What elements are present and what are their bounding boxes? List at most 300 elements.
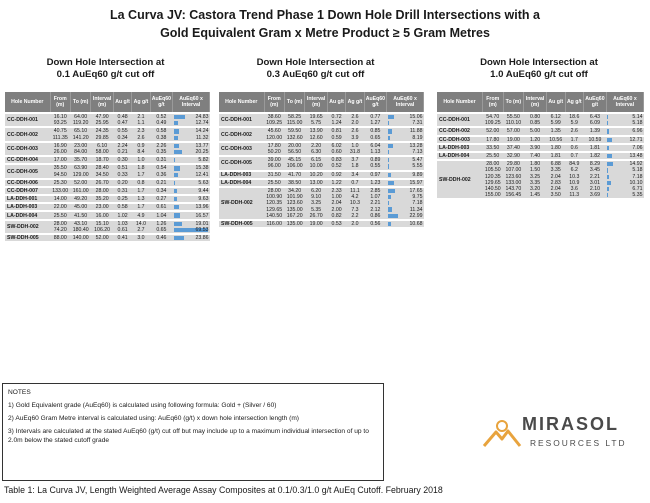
hole-number: LA-DDH-003 xyxy=(219,172,264,178)
gram-metre-value: 7.18 xyxy=(632,173,643,180)
gram-metre-bar xyxy=(388,164,389,168)
table-cell: 1.7 xyxy=(132,204,150,210)
panel-heading-1-0 xyxy=(432,57,646,81)
table-cell: 140.50 xyxy=(264,213,284,219)
gram-metre-value: 17.65 xyxy=(409,187,423,194)
column-header: Au g/t xyxy=(327,92,345,112)
hole-number: CC-DDH-001 xyxy=(5,114,50,126)
table-cell: 6.02 xyxy=(327,143,345,149)
table-cell: 1.7 xyxy=(132,188,150,194)
table-cell: 0.72 xyxy=(327,114,345,120)
table-cell: 3.45 xyxy=(584,167,607,173)
table-cell: 25.50 xyxy=(50,212,70,218)
table-cell: 10.20 xyxy=(305,172,327,178)
table-cell: 123.60 xyxy=(284,200,304,206)
table-cell: 100.90 xyxy=(264,194,284,200)
hole-number: CC-DDH-005 xyxy=(219,157,264,169)
table-cell: 29.85 xyxy=(91,135,113,141)
gram-metre-cell xyxy=(173,235,210,241)
column-header: AuEq60 x Interval xyxy=(387,92,424,112)
table-cell: 0.25 xyxy=(113,196,131,202)
table-cell: 43.10 xyxy=(70,221,90,227)
table-cell: 0.53 xyxy=(327,221,345,227)
gram-metre-value: 24.83 xyxy=(195,114,209,121)
table-cell: 52.00 xyxy=(482,128,503,134)
table-cell: 0.56 xyxy=(364,221,386,227)
table-row xyxy=(219,180,424,186)
table-cell: 14.00 xyxy=(50,196,70,202)
table-cell: 1.35 xyxy=(546,128,565,134)
hole-number: CC-DDH-003 xyxy=(5,143,50,155)
table-cell: 0.60 xyxy=(327,149,345,155)
table-cell: 180.40 xyxy=(70,227,90,233)
table-cell: 38.60 xyxy=(264,114,284,120)
table-cell: 106.20 xyxy=(91,227,113,233)
table-cell: 0.46 xyxy=(150,235,172,241)
table-cell: 4.2 xyxy=(346,194,364,200)
gram-metre-value: 5.14 xyxy=(632,114,643,121)
table-cell: 0.58 xyxy=(113,204,131,210)
gram-metre-value: 5.18 xyxy=(632,120,643,127)
table-cell: 41.50 xyxy=(70,212,90,218)
table-cell: 1.23 xyxy=(364,180,386,186)
table-cell: 1.0 xyxy=(346,143,364,149)
table-cell: 63.90 xyxy=(70,165,90,171)
table-cell: 0.55 xyxy=(364,163,386,169)
hole-number: CC-DDH-003 xyxy=(219,143,264,155)
table-cutoff-0-1 xyxy=(5,92,210,241)
gram-metre-bar xyxy=(174,213,181,217)
table-cell: 26.70 xyxy=(305,213,327,219)
table-cell: 0.65 xyxy=(364,135,386,141)
table-cell: 0.21 xyxy=(113,149,131,155)
table-cell: 17.00 xyxy=(50,157,70,163)
column-header: Interval (m) xyxy=(524,92,547,112)
gram-metre-bar xyxy=(607,115,608,119)
gram-metre-bar xyxy=(388,136,390,140)
table-cell: 129.00 xyxy=(70,172,90,178)
table-cell: 18.70 xyxy=(91,157,113,163)
table-cell: 140.50 xyxy=(482,186,503,192)
hole-number: LA-DDH-004 xyxy=(437,153,482,159)
table-cell: 0.38 xyxy=(150,135,172,141)
table-cell: 1.81 xyxy=(584,145,607,151)
gram-metre-cell xyxy=(173,135,210,141)
table-cell: 58.00 xyxy=(91,149,113,155)
table-cell: 2.3 xyxy=(132,128,150,134)
table-cell: 5.9 xyxy=(565,120,584,126)
table-cell: 6.20 xyxy=(305,188,327,194)
gram-metre-value: 6.71 xyxy=(632,185,643,192)
gram-metre-bar xyxy=(174,136,178,140)
table-cell: 1.8 xyxy=(132,165,150,171)
table-cell: 10.00 xyxy=(305,163,327,169)
table-cell: 17.80 xyxy=(482,137,503,143)
table-cell: 2.6 xyxy=(346,128,364,134)
gram-metre-bar xyxy=(388,222,392,226)
table-cell: 64.00 xyxy=(70,114,90,120)
gram-metre-bar xyxy=(388,189,395,193)
table-cell: 45.00 xyxy=(70,204,90,210)
table-cell: 5.75 xyxy=(305,120,327,126)
gram-metre-bar xyxy=(388,121,390,125)
table-cell: 2.12 xyxy=(364,206,386,212)
gram-metre-cell xyxy=(173,149,210,155)
gram-metre-value: 12.41 xyxy=(195,171,209,178)
table-cell: 57.00 xyxy=(503,128,524,134)
table-cell: 1.39 xyxy=(584,128,607,134)
table-cell: 16.00 xyxy=(91,212,113,218)
hole-number: CC-DDH-002 xyxy=(437,128,482,134)
note-2: 2) AuEq60 Gram Metre interval is calculated using: AuEq60 (g/t) x down hole intersection length (m) xyxy=(8,415,300,422)
table-cell: 28.00 xyxy=(264,188,284,194)
gram-metre-bar xyxy=(607,154,612,158)
gram-metre-cell xyxy=(606,192,643,198)
table-cell: 0.81 xyxy=(327,128,345,134)
column-header: Interval (m) xyxy=(305,92,327,112)
table-cell: 7.3 xyxy=(346,206,364,212)
gram-metre-bar xyxy=(174,150,183,154)
table-cell: 155.00 xyxy=(482,192,503,198)
gram-metre-value: 12.74 xyxy=(195,120,209,127)
table-cell: 2.04 xyxy=(546,174,565,180)
table-cell: 0.31 xyxy=(150,157,172,163)
hole-number: CC-DDH-001 xyxy=(219,114,264,126)
table-cell: 25.95 xyxy=(91,120,113,126)
table-cell: 3.20 xyxy=(524,186,547,192)
gram-metre-cell xyxy=(173,196,210,202)
table-cell: 6.30 xyxy=(305,149,327,155)
table-cell: 0.6 xyxy=(565,145,584,151)
table-cell: 28.00 xyxy=(50,221,70,227)
gram-metre-value: 23.86 xyxy=(195,235,209,242)
gram-metre-bar xyxy=(607,138,612,142)
table-cell: 0.61 xyxy=(150,204,172,210)
panel-heading-0-3 xyxy=(218,57,413,81)
table-cell: 3.4 xyxy=(346,172,364,178)
gram-metre-value: 15.97 xyxy=(409,179,423,186)
table-cell: 16.10 xyxy=(50,114,70,120)
table-cell: 2.83 xyxy=(546,180,565,186)
gram-metre-cell xyxy=(606,153,643,159)
gram-metre-value: 9.63 xyxy=(198,196,209,203)
table-cell: 0.27 xyxy=(150,196,172,202)
gram-metre-bar xyxy=(174,115,185,119)
table-cell: 161.00 xyxy=(70,188,90,194)
hole-number: CC-DDH-002 xyxy=(219,128,264,140)
table-cell: 1.04 xyxy=(150,212,172,218)
table-cell: 28.40 xyxy=(91,165,113,171)
column-header: AuEq60 g/t xyxy=(150,92,172,112)
table-cell: 29.80 xyxy=(503,161,524,167)
title-line-1: La Curva JV: Castora Trend Phase 1 Down Hole Drill Intersections with a xyxy=(110,8,540,22)
table-cell: 0.52 xyxy=(150,114,172,120)
logo-sub: RESOURCES LTD xyxy=(530,438,627,448)
table-cell: 45.15 xyxy=(284,157,304,163)
gram-metre-cell xyxy=(387,135,424,141)
table-cell: 12.60 xyxy=(305,135,327,141)
gram-metre-cell xyxy=(387,172,424,178)
gram-metre-cell xyxy=(173,120,210,126)
hole-number: SW-DDH-002 xyxy=(5,221,50,233)
table-cell: 6.2 xyxy=(565,167,584,173)
gram-metre-bar xyxy=(607,175,609,179)
gram-metre-bar xyxy=(174,166,180,170)
table-cell: 0.89 xyxy=(364,157,386,163)
gram-metre-bar xyxy=(607,146,609,150)
table-cell: 84.00 xyxy=(70,149,90,155)
gram-metre-value: 69.53 xyxy=(195,226,209,233)
table-cell: 1.81 xyxy=(546,153,565,159)
gram-metre-cell xyxy=(387,120,424,126)
table-cell: 0.80 xyxy=(524,114,547,120)
hole-number: LA-DDH-003 xyxy=(437,145,482,151)
table-cell: 1.24 xyxy=(327,120,345,126)
table-cell: 101.90 xyxy=(284,194,304,200)
table-cell: 3.9 xyxy=(346,135,364,141)
table-cell: 2.0 xyxy=(346,221,364,227)
table-cell: 10.3 xyxy=(346,200,364,206)
gram-metre-cell xyxy=(606,137,643,143)
gram-metre-cell xyxy=(173,227,210,233)
table-cell: 13.90 xyxy=(305,128,327,134)
hole-number: CC-DDH-005 xyxy=(5,165,50,177)
table-cell: 22.00 xyxy=(50,204,70,210)
table-cell: 0.34 xyxy=(113,135,131,141)
table-cell: 93.25 xyxy=(50,120,70,126)
gram-metre-bar xyxy=(174,205,179,209)
gram-metre-bar xyxy=(607,193,608,197)
table-cell: 31.8 xyxy=(346,149,364,155)
table-cell: 7.40 xyxy=(524,153,547,159)
table-cell: 17.80 xyxy=(264,143,284,149)
column-header: To (m) xyxy=(503,92,524,112)
table-cell: 120.00 xyxy=(264,135,284,141)
table-cell: 1.80 xyxy=(546,145,565,151)
gram-metre-bar xyxy=(174,222,182,226)
gram-metre-value: 7.13 xyxy=(412,149,423,156)
table-cell: 2.7 xyxy=(132,227,150,233)
table-cell: 2.10 xyxy=(584,186,607,192)
table-cell: 1.07 xyxy=(364,194,386,200)
gram-metre-value: 5.82 xyxy=(198,157,209,164)
table-cell: 6.12 xyxy=(546,114,565,120)
table-cell: 31.50 xyxy=(264,172,284,178)
table-cell: 1.0 xyxy=(132,157,150,163)
table-cell: 2.24 xyxy=(113,143,131,149)
table-cell: 133.00 xyxy=(50,188,70,194)
gram-metre-value: 7.31 xyxy=(412,120,423,127)
gram-metre-value: 10.10 xyxy=(629,179,643,186)
table-cell: 0.35 xyxy=(150,149,172,155)
table-cell: 16.90 xyxy=(50,143,70,149)
table-cell: 1.03 xyxy=(113,221,131,227)
table-cell: 0.21 xyxy=(150,180,172,186)
table-cell: 35.20 xyxy=(91,196,113,202)
gram-metre-cell xyxy=(173,157,210,163)
table-cell: 6.04 xyxy=(364,143,386,149)
table-cell: 2.2 xyxy=(346,213,364,219)
panel-heading-line-1: Down Hole Intersection at xyxy=(46,57,165,68)
table-cell: 1.02 xyxy=(113,212,131,218)
table-cell: 25.50 xyxy=(264,180,284,186)
table-cell: 0.31 xyxy=(113,188,131,194)
panel-heading-line-2: 0.3 AuEq60 g/t cut off xyxy=(266,69,365,80)
gram-metre-value: 14.92 xyxy=(629,161,643,168)
column-header: Hole Number xyxy=(437,92,482,112)
table-cell: 20.00 xyxy=(284,143,304,149)
mountain-sun-icon xyxy=(482,412,522,452)
gram-metre-value: 7.06 xyxy=(632,144,643,151)
table-cell: 3.50 xyxy=(546,192,565,198)
table-cell: 109.25 xyxy=(264,120,284,126)
gram-metre-value: 22.99 xyxy=(409,212,423,219)
table-cell: 0.61 xyxy=(113,227,131,233)
table-cell: 156.45 xyxy=(503,192,524,198)
table-cell: 0.59 xyxy=(327,135,345,141)
column-header: Ag g/t xyxy=(565,92,584,112)
table-cell: 135.00 xyxy=(284,206,304,212)
table-cell: 0.82 xyxy=(327,213,345,219)
logo-name: MIRASOL xyxy=(522,414,619,434)
table-cell: 5.00 xyxy=(524,128,547,134)
table-cell: 45.60 xyxy=(264,128,284,134)
table-cell: 59.50 xyxy=(284,128,304,134)
table-cell: 0.7 xyxy=(565,153,584,159)
notes-heading: NOTES xyxy=(8,389,31,396)
gram-metre-value: 11.88 xyxy=(409,128,423,135)
hole-number: SW-DDH-005 xyxy=(219,221,264,227)
gram-metre-bar xyxy=(388,150,390,154)
table-cell: 2.6 xyxy=(565,128,584,134)
table-cell: 2.0 xyxy=(346,120,364,126)
column-header: AuEq60 g/t xyxy=(364,92,386,112)
table-cell: 0.47 xyxy=(113,120,131,126)
gram-metre-value: 13.96 xyxy=(195,204,209,211)
table-cell: 1.8 xyxy=(346,163,364,169)
gram-metre-value: 5.63 xyxy=(198,179,209,186)
table-cell: 25.30 xyxy=(50,180,70,186)
table-cell: 5.35 xyxy=(305,206,327,212)
gram-metre-bar xyxy=(174,158,175,162)
table-cell: 35.70 xyxy=(70,157,90,163)
table-cell: 2.21 xyxy=(364,200,386,206)
table-cell: 0.77 xyxy=(364,114,386,120)
column-header: Ag g/t xyxy=(346,92,364,112)
gram-metre-cell xyxy=(173,180,210,186)
table-cell: 133.00 xyxy=(503,180,524,186)
gram-metre-value: 9.44 xyxy=(198,187,209,194)
table-cell: 110.10 xyxy=(503,120,524,126)
table-cell: 23.00 xyxy=(70,143,90,149)
table-cell: 129.65 xyxy=(264,206,284,212)
table-row xyxy=(5,157,210,163)
table-cell: 3.35 xyxy=(546,167,565,173)
panel-heading-line-2: 0.1 AuEq60 g/t cut off xyxy=(56,69,155,80)
gram-metre-cell xyxy=(387,213,424,219)
table-cell: 40.75 xyxy=(50,128,70,134)
table-cell: 50.20 xyxy=(264,149,284,155)
table-cell: 10.56 xyxy=(546,137,565,143)
gram-metre-value: 13.28 xyxy=(409,142,423,149)
column-header: Interval (m) xyxy=(91,92,113,112)
table-cell: 28.00 xyxy=(91,188,113,194)
column-header: From (m) xyxy=(482,92,503,112)
table-cell: 0.54 xyxy=(150,165,172,171)
column-header: AuEq60 x Interval xyxy=(173,92,210,112)
table-cell: 119.20 xyxy=(70,120,90,126)
table-cell: 2.20 xyxy=(305,143,327,149)
gram-metre-bar xyxy=(607,187,609,191)
gram-metre-value: 19.01 xyxy=(195,220,209,227)
table-cell: 1.26 xyxy=(150,221,172,227)
gram-metre-cell xyxy=(173,172,210,178)
gram-metre-bar xyxy=(174,197,177,201)
table-cell: 129.65 xyxy=(482,180,503,186)
column-header: AuEq60 g/t xyxy=(584,92,607,112)
table-cell: 1.1 xyxy=(132,120,150,126)
gram-metre-bar xyxy=(607,121,608,125)
gram-metre-value: 15.38 xyxy=(195,165,209,172)
gram-metre-bar xyxy=(607,181,610,185)
table-cell: 4.9 xyxy=(132,212,150,218)
table-cell: 56.50 xyxy=(284,149,304,155)
table-cell: 26.00 xyxy=(50,149,70,155)
gram-metre-bar xyxy=(388,195,391,199)
gram-metre-value: 11.32 xyxy=(195,134,209,141)
gram-metre-bar xyxy=(388,181,394,185)
table-cell: 6.09 xyxy=(584,120,607,126)
table-cell: 41.70 xyxy=(284,172,304,178)
gram-metre-bar xyxy=(174,129,179,133)
table-cell: 19.00 xyxy=(503,137,524,143)
table-cell: 38.50 xyxy=(284,180,304,186)
gram-metre-cell xyxy=(387,149,424,155)
hole-number: SW-DDH-005 xyxy=(5,235,50,241)
table-cell: 140.00 xyxy=(70,235,90,241)
table-cell: 39.00 xyxy=(264,157,284,163)
table-cell: 0.52 xyxy=(327,163,345,169)
table-cell: 3.6 xyxy=(565,186,584,192)
table-cell: 0.48 xyxy=(113,114,131,120)
page-title xyxy=(0,6,650,42)
table-cell: 0.49 xyxy=(150,120,172,126)
table-cell: 26.70 xyxy=(91,180,113,186)
gram-metre-bar xyxy=(388,214,398,218)
table-cell: 3.69 xyxy=(584,192,607,198)
hole-number: LA-DDH-004 xyxy=(219,180,264,186)
table-cell: 2.6 xyxy=(132,135,150,141)
table-cell: 2.1 xyxy=(132,114,150,120)
gram-metre-cell xyxy=(606,145,643,151)
gram-metre-bar xyxy=(174,236,185,240)
table-cell: 1.00 xyxy=(327,194,345,200)
gram-metre-bar xyxy=(607,162,613,166)
table-row xyxy=(5,204,210,210)
table-row xyxy=(5,235,210,241)
table-cell: 8.29 xyxy=(584,161,607,167)
gram-metre-value: 5.35 xyxy=(632,192,643,199)
gram-metre-bar xyxy=(388,173,391,177)
table-cell: 28.00 xyxy=(482,161,503,167)
table-cell: 54.70 xyxy=(482,114,503,120)
table-cell: 120.35 xyxy=(482,174,503,180)
table-cell: 0.9 xyxy=(132,143,150,149)
table-cell: 115.00 xyxy=(284,120,304,126)
gram-metre-value: 5.47 xyxy=(412,157,423,164)
gram-metre-cell xyxy=(173,212,210,218)
hole-number: SW-DDH-002 xyxy=(219,188,264,219)
